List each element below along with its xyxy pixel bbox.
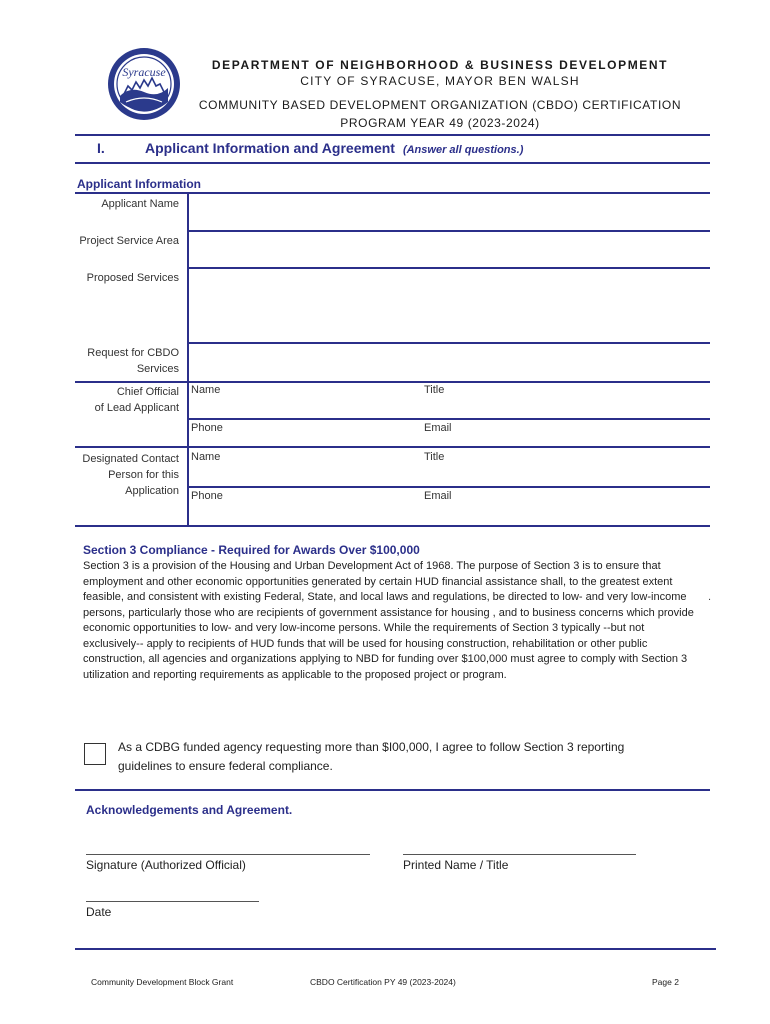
city-seal-logo <box>106 46 182 122</box>
ack-title: Acknowledgements and Agreement. <box>86 803 293 817</box>
stray-mark: . <box>708 591 712 603</box>
section3-body: Section 3 is a provision of the Housing and Urban Development Act of 1968. The purpose of Section 3 is to ensure that employment and other economic opportunities generated by certain HUD financial assistance shall, to the greatest extent feasible, and consistent with existing Federal, State, and local laws and regulations, be directed to low- and very low-income persons, particularly those who are recipients of government assistance for housing , and to business concerns which provide economic opportunities to low- and very low-income persons. While the requirements of Section 3 typically --but not exclusively-- apply to recipients of HUD funds that will be used for housing construction, rehabilitation or other public construction, all agencies and organizations applying to NBD for funding over $100,000 must agree to comply with Section 3 utilization and reporting requirements as applicable to the proposed project or program. <box>83 560 694 681</box>
contact-email-input[interactable] <box>456 503 706 521</box>
request-cbdo-label-line2: Services <box>136 363 179 375</box>
chief-official-label <box>75 384 179 416</box>
chief-title-input[interactable] <box>452 396 706 414</box>
chief-phone-label: Phone <box>191 422 223 434</box>
signature-input[interactable] <box>86 836 370 854</box>
section3-agree-checkbox[interactable] <box>84 743 106 765</box>
city-mayor-line: CITY OF SYRACUSE, MAYOR BEN WALSH <box>300 74 580 88</box>
footer-page-number: Page 2 <box>652 977 679 987</box>
table-line <box>75 446 710 448</box>
logo-text: Syracuse <box>122 65 166 79</box>
date-line <box>86 901 259 902</box>
table-line <box>187 230 710 232</box>
table-line <box>75 192 710 194</box>
chief-official-label-line2: of Lead Applicant <box>94 402 179 414</box>
proposed-services-input[interactable] <box>192 271 706 339</box>
contact-phone-input[interactable] <box>228 503 418 521</box>
contact-title-label: Title <box>424 451 445 463</box>
footer-left: Community Development Block Grant <box>91 977 234 987</box>
contact-name-label: Name <box>191 451 221 463</box>
proposed-services-label: Proposed Services <box>86 272 179 284</box>
section3-title: Section 3 Compliance - Required for Awards Over $100,000 <box>83 543 420 557</box>
section-note: (Answer all questions.) <box>402 144 524 156</box>
header-rule-top <box>75 134 710 136</box>
contact-email-label: Email <box>424 490 452 502</box>
table-line <box>187 486 710 488</box>
chief-official-label-line1: Chief Official <box>116 386 179 398</box>
applicant-name-label: Applicant Name <box>101 198 179 210</box>
section-title: Applicant Information and Agreement <box>145 140 395 156</box>
project-area-input[interactable] <box>192 234 706 264</box>
chief-phone-input[interactable] <box>228 422 418 440</box>
table-line <box>187 418 710 420</box>
footer-rule <box>75 948 716 950</box>
footer-center: CBDO Certification PY 49 (2023-2024) <box>310 977 456 987</box>
contact-person-label-line2: Person for this <box>108 469 179 481</box>
printed-name-line <box>403 854 636 855</box>
signature-label: Signature (Authorized Official) <box>86 858 246 872</box>
date-input[interactable] <box>86 883 259 901</box>
department-title: DEPARTMENT OF NEIGHBORHOOD & BUSINESS DEVELOPMENT <box>211 58 669 72</box>
contact-person-label-line1: Designated Contact <box>82 453 179 465</box>
header-rule-bottom <box>75 162 710 164</box>
section-number: I. <box>97 140 105 156</box>
section-heading <box>97 140 523 156</box>
table-divider <box>187 192 189 527</box>
date-label: Date <box>86 905 112 919</box>
table-line <box>75 381 710 383</box>
program-year: PROGRAM YEAR 49 (2023-2024) <box>340 116 540 130</box>
table-line <box>187 342 710 344</box>
signature-line <box>86 854 370 855</box>
applicant-info-heading: Applicant Information <box>77 177 201 191</box>
chief-title-label: Title <box>424 384 445 396</box>
contact-name-input[interactable] <box>225 464 415 482</box>
request-cbdo-input[interactable] <box>192 346 706 378</box>
table-line <box>75 525 710 527</box>
request-cbdo-label-line1: Request for CBDO <box>87 347 179 359</box>
printed-name-label: Printed Name / Title <box>403 858 509 872</box>
contact-person-label <box>75 451 179 499</box>
contact-title-input[interactable] <box>452 464 706 482</box>
table-line <box>187 267 710 269</box>
ack-rule-top <box>75 789 710 791</box>
contact-person-label-line3: Application <box>125 485 179 497</box>
project-area-label: Project Service Area <box>79 235 179 247</box>
chief-name-input[interactable] <box>225 396 415 414</box>
section3-agree-text: As a CDBG funded agency requesting more than $I00,000, I agree to follow Section 3 reporting guidelines to ensure federal compliance. <box>118 740 625 773</box>
applicant-name-input[interactable] <box>192 196 706 226</box>
chief-email-input[interactable] <box>456 422 706 440</box>
printed-name-input[interactable] <box>403 836 636 854</box>
chief-email-label: Email <box>424 422 452 434</box>
chief-name-label: Name <box>191 384 221 396</box>
certification-title: COMMUNITY BASED DEVELOPMENT ORGANIZATION (CBDO) CERTIFICATION <box>198 98 682 112</box>
contact-phone-label: Phone <box>191 490 223 502</box>
request-cbdo-label <box>75 345 179 377</box>
